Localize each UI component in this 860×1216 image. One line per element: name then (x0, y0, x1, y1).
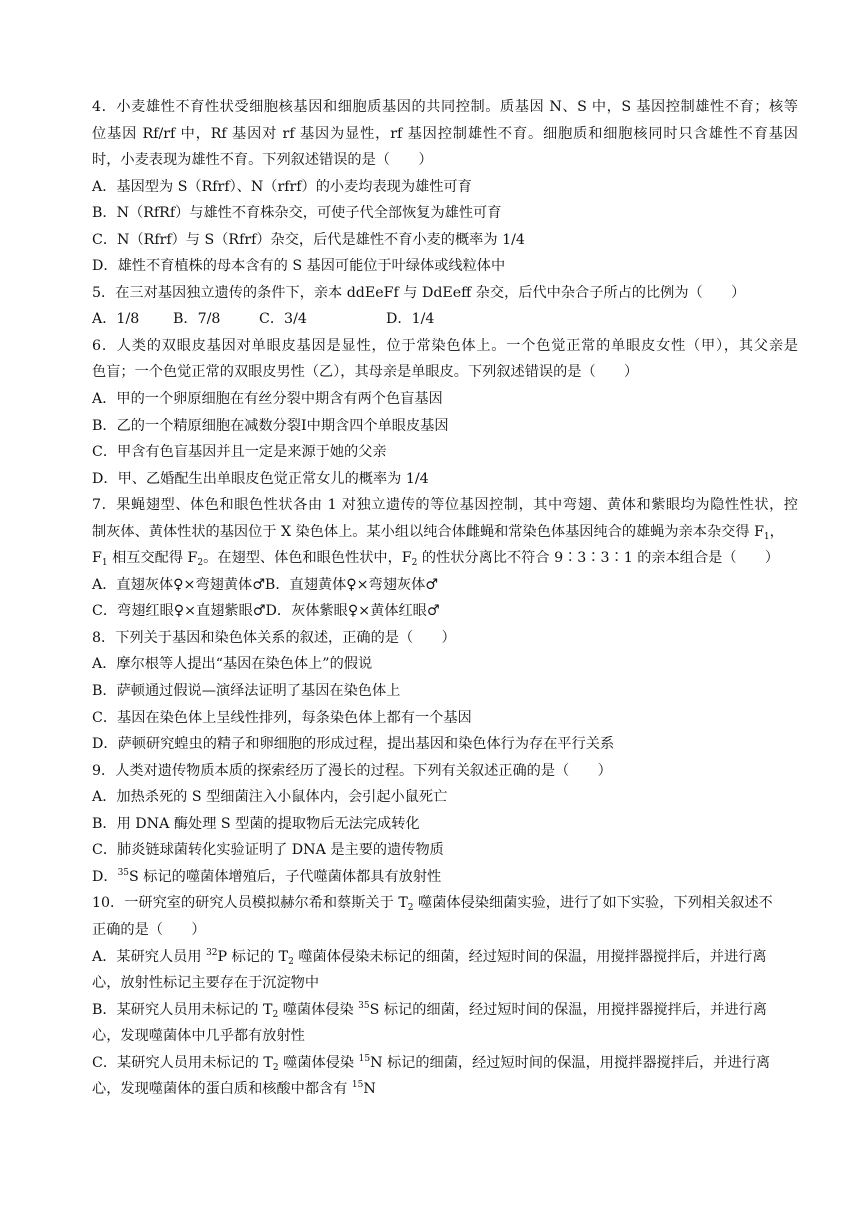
q4-option-d: D．雄性不育植株的母本含有的 S 基因可能位于叶绿体或线粒体中 (92, 258, 506, 275)
q10-stem-line-2: 正确的是（ ） (92, 921, 206, 938)
q8-stem: 8．下列关于基因和染色体关系的叙述，正确的是（ ） (92, 629, 456, 646)
q5-options (92, 306, 798, 333)
q9-option-c: C．肺炎链球菌转化实验证明了 DNA 是主要的遗传物质 (92, 842, 444, 859)
q4-stem-line-1: 4．小麦雄性不育性状受细胞核基因和细胞质基因的共同控制。质基因 N、S 中，S 基因控制雄性不育；核等 (92, 99, 798, 115)
exam-page (92, 94, 798, 1103)
q4-option-c: C．N（Rfrf）与 S（Rfrf）杂交，后代是雄性不育小麦的概率为 1/4 (92, 231, 525, 248)
q10-option-a-line-2: 心，放射性标记主要存在于沉淀物中 (92, 975, 320, 992)
q4-stem-line-3: 时，小麦表现为雄性不育。下列叙述错误的是（ ） (92, 152, 433, 169)
q6-option-a: A．甲的一个卵原细胞在有丝分裂中期含有两个色盲基因 (92, 391, 443, 408)
q4-stem-line-2: 位基因 Rf/rf 中，Rf 基因对 rf 基因为显性，rf 基因控制雄性不育。细胞质和细胞核同时只含雄性不育基因 (92, 125, 798, 142)
q9-option-d: D．$^{35}$S 标记的噬菌体增殖后，子代噬菌体都具有放射性 (92, 867, 442, 885)
q6-option-d: D．甲、乙婚配生出单眼皮色觉正常女儿的概率为 1/4 (92, 470, 429, 487)
q6-stem-line-2: 色盲；一个色觉正常的双眼皮男性（乙），其母亲是单眼皮。下列叙述错误的是（ ） (92, 364, 639, 381)
q6-option-b: B．乙的一个精原细胞在减数分裂Ⅰ中期含四个单眼皮基因 (92, 417, 449, 434)
q5-option-c: C．3/4 (259, 311, 307, 328)
q10-option-c-line-1: C．某研究人员用未标记的 $T_2$ 噬菌体侵染 $^{15}$N 标记的细菌，经过短时间的保温，用搅拌器搅拌后，并进行离 (92, 1053, 771, 1073)
q8-option-c: C．基因在染色体上呈线性排列，每条染色体上都有一个基因 (92, 709, 472, 726)
q10-option-b-line-1: B．某研究人员用未标记的 $T_2$ 噬菌体侵染 $^{35}$S 标记的细菌，经过短时间的保温，用搅拌器搅拌后，并进行离 (92, 1000, 767, 1020)
q7-stem-line-1: 7．果蝇翅型、体色和眼色性状各由 1 对独立遗传的等位基因控制，其中弯翅、黄体和紫眼均为隐性性状，控 (92, 497, 798, 514)
q9-option-a: A．加热杀死的 S 型细菌注入小鼠体内，会引起小鼠死亡 (92, 789, 448, 806)
q8-option-b: B．萨顿通过假说—演绎法证明了基因在染色体上 (92, 683, 401, 700)
q7-stem-line-2: 制灰体、黄体性状的基因位于 X 染色体上。某小组以纯合体雌蝇和常染色体基因纯合的雄蝇为亲本杂交得 $F_1$， (92, 523, 784, 542)
q4-option-b: B．N（RfRf）与雄性不育株杂交，可使子代全部恢复为雄性可育 (92, 205, 502, 222)
q10-option-b-line-2: 心，发现噬菌体中几乎都有放射性 (92, 1028, 305, 1045)
q6-option-c: C．甲含有色盲基因并且一定是来源于她的父亲 (92, 444, 387, 461)
q9-stem: 9．人类对遗传物质本质的探索经历了漫长的过程。下列有关叙述正确的是（ ） (92, 762, 612, 779)
q8-option-a: A．摩尔根等人提出“基因在染色体上”的假说 (92, 656, 373, 673)
q5-option-a: A．1/8 (92, 311, 140, 328)
q10-option-c-line-2: 心，发现噬菌体的蛋白质和核酸中都含有 $^{15}$N (92, 1080, 376, 1098)
q6-stem-line-1: 6．人类的双眼皮基因对单眼皮基因是显性，位于常染色体上。一个色觉正常的单眼皮女性（甲），其父亲是 (92, 337, 798, 354)
q10-option-a-line-1: A．某研究人员用 $^{32}$P 标记的 $T_2$ 噬菌体侵染未标记的细菌，经过短时间的保温，用搅拌器搅拌后，并进行离 (92, 947, 767, 967)
q7-options-cd: C．弯翅红眼♀×直翅紫眼♂D．灰体紫眼♀×黄体红眼♂ (92, 603, 440, 620)
q5-stem: 5．在三对基因独立遗传的条件下，亲本 ddEeFf 与 DdEeff 杂交，后代中杂合子所占的比例为（ ） (92, 284, 746, 301)
q5-option-d: D．1/4 (386, 311, 435, 328)
q8-option-d: D．萨顿研究蝗虫的精子和卵细胞的形成过程，提出基因和染色体行为存在平行关系 (92, 736, 615, 753)
q4-option-a: A．基因型为 S（Rfrf）、N（rfrf）的小麦均表现为雄性可育 (92, 178, 472, 195)
q5-option-b: B．7/8 (173, 311, 221, 328)
q9-option-b: B．用 DNA 酶处理 S 型菌的提取物后无法完成转化 (92, 815, 420, 832)
q10-stem-line-1: 10．一研究室的研究人员模拟赫尔希和蔡斯关于 $T_2$ 噬菌体侵染细菌实验，进行了如下实验，下列相关叙述不 (92, 895, 773, 914)
q7-stem-line-3: $F_1$ 相互交配得 $F_2$。在翅型、体色和眼色性状中，$F_2$ 的性状分离比不符合 9∶3∶3∶1 的亲本组合是（ ） (92, 550, 780, 569)
q7-options-ab: A．直翅灰体♀×弯翅黄体♂B．直翅黄体♀×弯翅灰体♂ (92, 576, 439, 593)
